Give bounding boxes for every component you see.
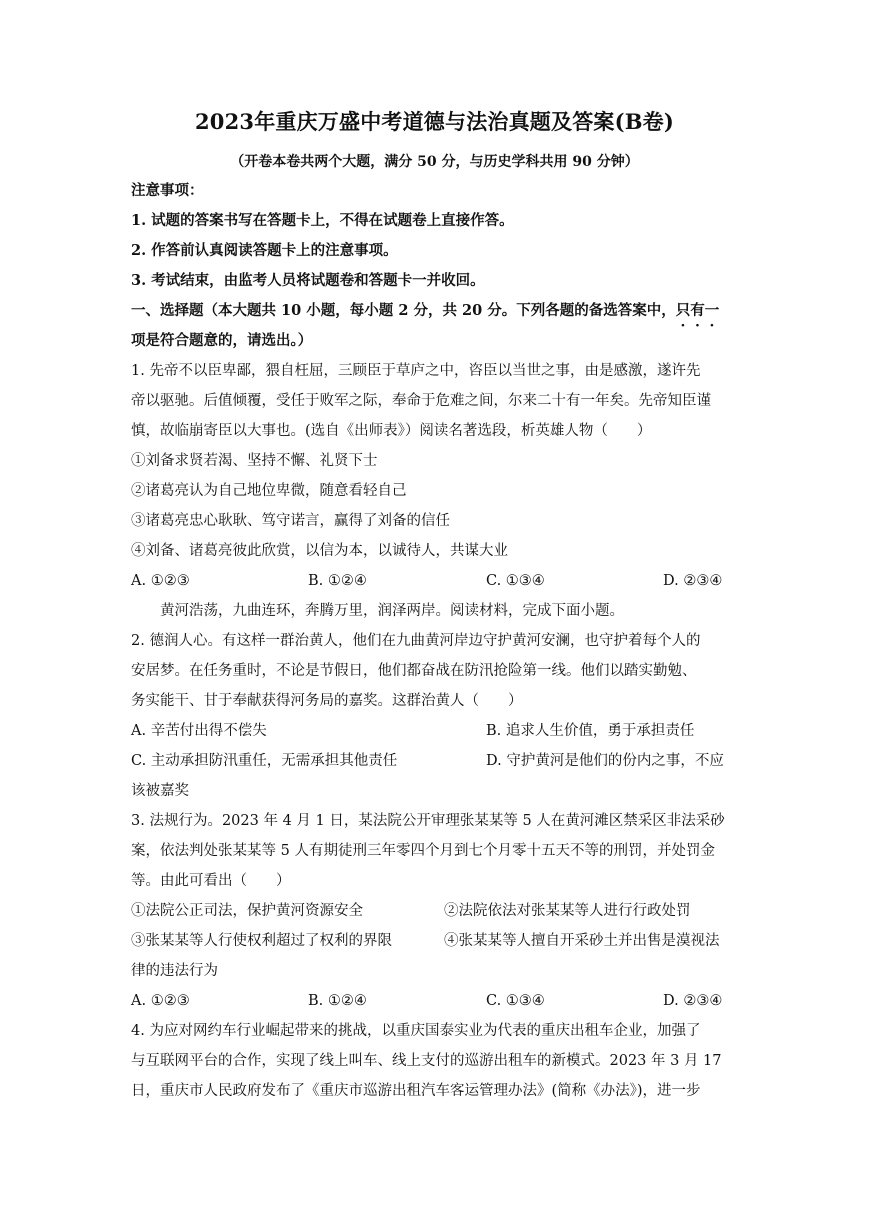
notice-item: 1. 试题的答案书写在答题卡上，不得在试题卷上直接作答。	[131, 212, 514, 229]
question-2-text: 务实能干、甘于奉献获得河务局的嘉奖。这群治黄人（ ）	[131, 693, 523, 709]
question-3-option-c: C. ①③④	[486, 993, 545, 1009]
section-heading-cont: 项是符合题意的，请选出。）	[131, 332, 313, 349]
question-1-option-a: A. ①②③	[131, 573, 190, 589]
question-4-text: 日，重庆市人民政府发布了《重庆市巡游出租汽车客运管理办法》(简称《办法》)，进一步	[131, 1083, 701, 1099]
question-1-statement: ③诸葛亮忠心耿耿、笃守诺言，赢得了刘备的信任	[131, 513, 450, 529]
emphasis-char: 有	[690, 302, 705, 319]
question-3-option-a: A. ①②③	[131, 993, 190, 1009]
question-2-option-b: B. 追求人生价值，勇于承担责任	[486, 723, 695, 739]
question-2-text: 安居梦。在任务重时，不论是节假日，他们都奋战在防汛抢险第一线。他们以踏实勤勉、	[131, 663, 697, 679]
question-3-statement: ③张某某等人行使权利超过了权利的界限	[131, 933, 392, 949]
question-4-text: 4. 为应对网约车行业崛起带来的挑战，以重庆国泰实业为代表的重庆出租车企业，加强了	[131, 1023, 701, 1039]
page-subtitle: （开卷本卷共两个大题，满分 50 分，与历史学科共用 90 分钟）	[230, 154, 639, 170]
question-1-statement: ①刘备求贤若渴、坚持不懈、礼贤下士	[131, 453, 378, 469]
question-2-text: 2. 德润人心。有这样一群治黄人，他们在九曲黄河岸边守护黄河安澜，也守护着每个人的	[131, 633, 701, 649]
question-2-option-d-cont: 该被嘉奖	[131, 783, 189, 799]
notice-heading: 注意事项：	[131, 182, 204, 199]
notice-item: 2. 作答前认真阅读答题卡上的注意事项。	[131, 242, 398, 259]
question-1-text: 慎，故临崩寄臣以大事也。(选自《出师表》）阅读名著选段，析英雄人物（ ）	[131, 423, 652, 439]
notice-item: 3. 考试结束，由监考人员将试题卷和答题卡一并收回。	[131, 272, 485, 289]
question-4-text: 与互联网平台的合作，实现了线上叫车、线上支付的巡游出租车的新模式。2023 年 3 月 17	[131, 1053, 722, 1069]
emphasis-char: 一	[704, 302, 720, 319]
question-1-statement: ②诸葛亮认为自己地位卑微，随意看轻自己	[131, 483, 407, 499]
question-3-statement: ①法院公正司法，保护黄河资源安全	[131, 903, 363, 919]
question-1-option-b: B. ①②④	[308, 573, 367, 589]
page-title: 2023年重庆万盛中考道德与法治真题及答案(B卷)	[194, 109, 675, 134]
question-2-option-d: D. 守护黄河是他们的份内之事，不应	[486, 753, 724, 769]
question-3-option-b: B. ①②④	[308, 993, 367, 1009]
question-3-text: 案，依法判处张某某等 5 人有期徒刑三年零四个月到七个月零十五天不等的刑罚，并处罚金	[131, 843, 715, 859]
question-1-text: 1. 先帝不以臣卑鄙，猥自枉屈，三顾臣于草庐之中，咨臣以当世之事，由是感激，遂许先	[131, 363, 701, 379]
emphasis-char: 只	[675, 302, 691, 319]
question-3-statement: ②法院依法对张某某等人进行行政处罚	[444, 903, 691, 919]
question-3-text: 等。由此可看出（ ）	[131, 873, 291, 889]
question-1-option-c: C. ①③④	[486, 573, 545, 589]
question-3-statement: ④张某某等人擅自开采砂土并出售是漠视法	[444, 933, 720, 949]
question-1-option-d: D. ②③④	[663, 573, 723, 589]
question-3-text: 3. 法规行为。2023 年 4 月 1 日，某法院公开审理张某某等 5 人在黄河滩区禁采区非法采砂	[131, 813, 725, 829]
question-2-option-a: A. 辛苦付出得不偿失	[131, 723, 267, 739]
question-3-statement-cont: 律的违法行为	[131, 963, 218, 979]
section-heading-text: 一、选择题（本大题共 10 小题，每小题 2 分，共 20 分。下列各题的备选答案中，	[131, 302, 676, 319]
question-2-option-c: C. 主动承担防汛重任，无需承担其他责任	[131, 753, 398, 769]
section-heading	[131, 301, 741, 321]
question-1-statement: ④刘备、诸葛亮彼此欣赏，以信为本，以诚待人，共谋大业	[131, 543, 508, 559]
question-3-option-d: D. ②③④	[663, 993, 723, 1009]
question-1-text: 帝以驱驰。后值倾覆，受任于败军之际，奉命于危难之间，尔来二十有一年矣。先帝知臣谨	[131, 393, 711, 409]
material-intro: 黄河浩荡，九曲连环，奔腾万里，润泽两岸。阅读材料，完成下面小题。	[160, 603, 624, 619]
